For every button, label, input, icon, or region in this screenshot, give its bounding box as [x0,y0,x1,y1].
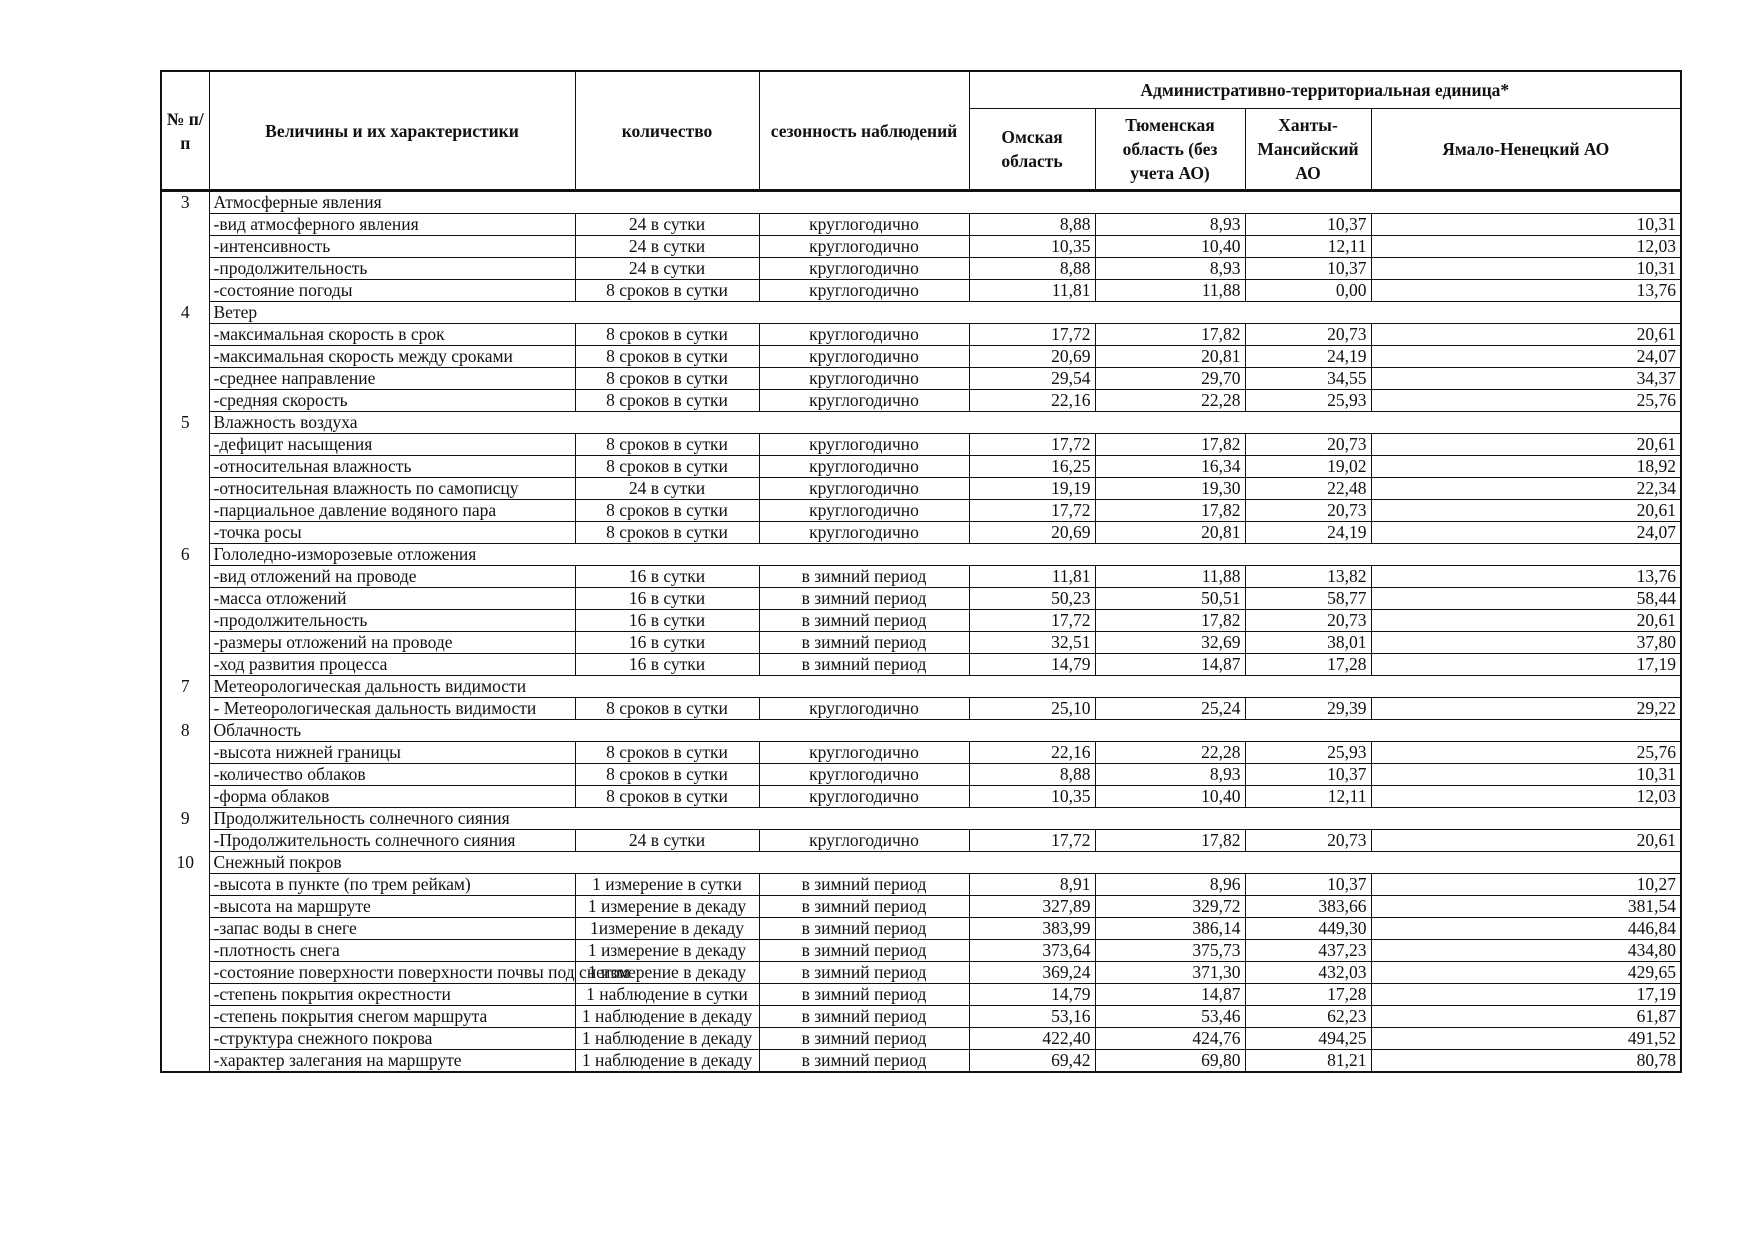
value-tyumen-cell: 32,69 [1095,632,1245,654]
quantity-cell: 8 сроков в сутки [575,346,759,368]
section-title: Продолжительность солнечного сияния [209,808,1681,830]
value-omsk-cell: 17,72 [969,324,1095,346]
characteristic-cell: -относительная влажность [209,456,575,478]
table-body [161,191,1681,1073]
quantity-cell: 8 сроков в сутки [575,764,759,786]
value-omsk-cell: 17,72 [969,610,1095,632]
value-khmao-cell: 13,82 [1245,566,1371,588]
season-cell: круглогодично [759,456,969,478]
value-yanao-cell: 25,76 [1371,742,1681,764]
quantity-cell: 24 в сутки [575,236,759,258]
value-omsk-cell: 8,88 [969,764,1095,786]
characteristic-cell: -Продолжительность солнечного сияния [209,830,575,852]
season-cell: круглогодично [759,434,969,456]
quantity-cell: 24 в сутки [575,830,759,852]
season-cell: круглогодично [759,258,969,280]
value-yanao-cell: 20,61 [1371,500,1681,522]
section-number: 4 [161,302,209,412]
season-cell: в зимний период [759,874,969,896]
value-omsk-cell: 422,40 [969,1028,1095,1050]
section-row [161,720,1681,742]
value-khmao-cell: 0,00 [1245,280,1371,302]
table-row [161,742,1681,764]
characteristic-cell: -относительная влажность по самописцу [209,478,575,500]
value-khmao-cell: 432,03 [1245,962,1371,984]
value-tyumen-cell: 29,70 [1095,368,1245,390]
characteristic-cell: -дефицит насыщения [209,434,575,456]
value-tyumen-cell: 8,93 [1095,214,1245,236]
table-row [161,764,1681,786]
value-tyumen-cell: 25,24 [1095,698,1245,720]
quantity-cell: 16 в сутки [575,566,759,588]
value-khmao-cell: 437,23 [1245,940,1371,962]
characteristic-cell: -высота в пункте (по трем рейкам) [209,874,575,896]
characteristic-cell: -продолжительность [209,258,575,280]
section-number: 3 [161,191,209,302]
value-khmao-cell: 20,73 [1245,830,1371,852]
header-admin-unit: Административно-территориальная единица* [969,71,1681,109]
value-yanao-cell: 80,78 [1371,1050,1681,1073]
value-yanao-cell: 12,03 [1371,786,1681,808]
value-khmao-cell: 10,37 [1245,874,1371,896]
section-row [161,191,1681,214]
value-khmao-cell: 38,01 [1245,632,1371,654]
table-row [161,346,1681,368]
season-cell: в зимний период [759,610,969,632]
value-tyumen-cell: 20,81 [1095,346,1245,368]
value-omsk-cell: 327,89 [969,896,1095,918]
value-omsk-cell: 16,25 [969,456,1095,478]
table-row [161,610,1681,632]
quantity-cell: 16 в сутки [575,610,759,632]
quantity-cell: 8 сроков в сутки [575,742,759,764]
header-name: Величины и их характеристики [209,71,575,191]
table-row [161,632,1681,654]
header-num: № п/п [161,71,209,191]
quantity-cell: 8 сроков в сутки [575,500,759,522]
value-yanao-cell: 20,61 [1371,610,1681,632]
season-cell: в зимний период [759,918,969,940]
table-row [161,258,1681,280]
value-yanao-cell: 434,80 [1371,940,1681,962]
section-title: Ветер [209,302,1681,324]
value-yanao-cell: 34,37 [1371,368,1681,390]
quantity-cell: 1 наблюдение в декаду [575,1006,759,1028]
value-khmao-cell: 20,73 [1245,324,1371,346]
value-omsk-cell: 17,72 [969,434,1095,456]
quantity-cell: 8 сроков в сутки [575,324,759,346]
value-omsk-cell: 14,79 [969,984,1095,1006]
value-omsk-cell: 22,16 [969,390,1095,412]
table-header [161,71,1681,191]
quantity-cell: 8 сроков в сутки [575,280,759,302]
value-khmao-cell: 25,93 [1245,742,1371,764]
quantity-cell: 8 сроков в сутки [575,390,759,412]
observations-table [160,70,1682,1073]
section-number: 7 [161,676,209,720]
season-cell: в зимний период [759,1028,969,1050]
season-cell: в зимний период [759,984,969,1006]
value-yanao-cell: 61,87 [1371,1006,1681,1028]
value-yanao-cell: 24,07 [1371,346,1681,368]
value-yanao-cell: 20,61 [1371,830,1681,852]
value-khmao-cell: 20,73 [1245,500,1371,522]
table-row [161,896,1681,918]
season-cell: в зимний период [759,1006,969,1028]
value-khmao-cell: 12,11 [1245,786,1371,808]
characteristic-cell: -размеры отложений на проводе [209,632,575,654]
season-cell: в зимний период [759,940,969,962]
value-khmao-cell: 20,73 [1245,434,1371,456]
value-omsk-cell: 11,81 [969,566,1095,588]
value-khmao-cell: 81,21 [1245,1050,1371,1073]
value-tyumen-cell: 17,82 [1095,830,1245,852]
table-row [161,698,1681,720]
quantity-cell: 1 наблюдение в декаду [575,1028,759,1050]
value-tyumen-cell: 17,82 [1095,500,1245,522]
table-row [161,434,1681,456]
value-yanao-cell: 12,03 [1371,236,1681,258]
value-omsk-cell: 17,72 [969,500,1095,522]
value-tyumen-cell: 10,40 [1095,236,1245,258]
section-title: Снежный покров [209,852,1681,874]
value-yanao-cell: 20,61 [1371,324,1681,346]
table-row [161,1006,1681,1028]
table-row [161,1028,1681,1050]
season-cell: круглогодично [759,698,969,720]
header-season: сезонность наблюдений [759,71,969,191]
value-tyumen-cell: 20,81 [1095,522,1245,544]
value-tyumen-cell: 371,30 [1095,962,1245,984]
value-khmao-cell: 20,73 [1245,610,1371,632]
season-cell: круглогодично [759,522,969,544]
section-title: Гололедно-изморозевые отложения [209,544,1681,566]
value-yanao-cell: 10,27 [1371,874,1681,896]
characteristic-cell: -структура снежного покрова [209,1028,575,1050]
season-cell: круглогодично [759,368,969,390]
quantity-cell: 16 в сутки [575,654,759,676]
table-row [161,390,1681,412]
quantity-cell: 24 в сутки [575,258,759,280]
characteristic-cell: -среднее направление [209,368,575,390]
value-tyumen-cell: 14,87 [1095,654,1245,676]
value-khmao-cell: 17,28 [1245,654,1371,676]
quantity-cell: 1 измерение в декаду [575,940,759,962]
value-omsk-cell: 32,51 [969,632,1095,654]
value-tyumen-cell: 8,96 [1095,874,1245,896]
section-row [161,544,1681,566]
quantity-cell: 8 сроков в сутки [575,434,759,456]
value-tyumen-cell: 424,76 [1095,1028,1245,1050]
season-cell: круглогодично [759,346,969,368]
quantity-cell: 24 в сутки [575,214,759,236]
value-tyumen-cell: 11,88 [1095,280,1245,302]
table-row [161,588,1681,610]
value-khmao-cell: 19,02 [1245,456,1371,478]
value-tyumen-cell: 17,82 [1095,324,1245,346]
value-yanao-cell: 10,31 [1371,258,1681,280]
value-yanao-cell: 24,07 [1371,522,1681,544]
quantity-cell: 1 наблюдение в декаду [575,1050,759,1073]
value-omsk-cell: 8,88 [969,214,1095,236]
characteristic-cell: -интенсивность [209,236,575,258]
value-yanao-cell: 17,19 [1371,984,1681,1006]
characteristic-cell: -форма облаков [209,786,575,808]
value-omsk-cell: 22,16 [969,742,1095,764]
value-tyumen-cell: 14,87 [1095,984,1245,1006]
quantity-cell: 1измерение в декаду [575,918,759,940]
characteristic-cell: -продолжительность [209,610,575,632]
section-title: Метеорологическая дальность видимости [209,676,1681,698]
season-cell: в зимний период [759,962,969,984]
value-omsk-cell: 373,64 [969,940,1095,962]
season-cell: круглогодично [759,390,969,412]
characteristic-cell: -высота нижней границы [209,742,575,764]
season-cell: круглогодично [759,280,969,302]
table-row [161,940,1681,962]
table-row [161,214,1681,236]
value-yanao-cell: 13,76 [1371,566,1681,588]
table-row [161,456,1681,478]
value-omsk-cell: 8,88 [969,258,1095,280]
quantity-cell: 16 в сутки [575,588,759,610]
quantity-cell: 8 сроков в сутки [575,522,759,544]
season-cell: круглогодично [759,742,969,764]
quantity-cell: 16 в сутки [575,632,759,654]
value-tyumen-cell: 17,82 [1095,434,1245,456]
characteristic-cell: -количество облаков [209,764,575,786]
section-number: 8 [161,720,209,808]
value-tyumen-cell: 11,88 [1095,566,1245,588]
season-cell: в зимний период [759,588,969,610]
value-tyumen-cell: 69,80 [1095,1050,1245,1073]
season-cell: круглогодично [759,324,969,346]
value-tyumen-cell: 8,93 [1095,258,1245,280]
table-row [161,1050,1681,1073]
section-title: Облачность [209,720,1681,742]
table-row [161,522,1681,544]
value-khmao-cell: 22,48 [1245,478,1371,500]
section-number: 5 [161,412,209,544]
value-yanao-cell: 20,61 [1371,434,1681,456]
table-row [161,654,1681,676]
value-omsk-cell: 383,99 [969,918,1095,940]
header-quantity: количество [575,71,759,191]
value-tyumen-cell: 19,30 [1095,478,1245,500]
section-number: 9 [161,808,209,852]
value-omsk-cell: 25,10 [969,698,1095,720]
value-yanao-cell: 58,44 [1371,588,1681,610]
value-omsk-cell: 10,35 [969,786,1095,808]
header-region-khmao: Ханты-Мансийский АО [1245,109,1371,191]
value-omsk-cell: 53,16 [969,1006,1095,1028]
table-row [161,830,1681,852]
table-row [161,984,1681,1006]
value-tyumen-cell: 16,34 [1095,456,1245,478]
value-yanao-cell: 37,80 [1371,632,1681,654]
value-omsk-cell: 369,24 [969,962,1095,984]
value-tyumen-cell: 329,72 [1095,896,1245,918]
characteristic-cell: -состояние погоды [209,280,575,302]
value-yanao-cell: 22,34 [1371,478,1681,500]
value-tyumen-cell: 50,51 [1095,588,1245,610]
value-omsk-cell: 10,35 [969,236,1095,258]
characteristic-cell: - Метеорологическая дальность видимости [209,698,575,720]
characteristic-cell: -характер залегания на маршруте [209,1050,575,1073]
quantity-cell: 24 в сутки [575,478,759,500]
value-khmao-cell: 24,19 [1245,346,1371,368]
characteristic-cell: -степень покрытия окрестности [209,984,575,1006]
characteristic-cell: -степень покрытия снегом маршрута [209,1006,575,1028]
value-khmao-cell: 494,25 [1245,1028,1371,1050]
value-tyumen-cell: 53,46 [1095,1006,1245,1028]
value-tyumen-cell: 17,82 [1095,610,1245,632]
value-khmao-cell: 10,37 [1245,764,1371,786]
season-cell: круглогодично [759,786,969,808]
characteristic-cell: -запас воды в снеге [209,918,575,940]
season-cell: в зимний период [759,1050,969,1073]
value-khmao-cell: 25,93 [1245,390,1371,412]
characteristic-cell: -ход развития процесса [209,654,575,676]
value-tyumen-cell: 386,14 [1095,918,1245,940]
value-yanao-cell: 10,31 [1371,214,1681,236]
quantity-cell: 1 измерение в сутки [575,874,759,896]
value-yanao-cell: 446,84 [1371,918,1681,940]
table-row [161,566,1681,588]
table-row [161,918,1681,940]
quantity-cell: 8 сроков в сутки [575,456,759,478]
value-omsk-cell: 50,23 [969,588,1095,610]
season-cell: круглогодично [759,830,969,852]
value-khmao-cell: 62,23 [1245,1006,1371,1028]
value-khmao-cell: 34,55 [1245,368,1371,390]
value-khmao-cell: 17,28 [1245,984,1371,1006]
characteristic-cell: -вид отложений на проводе [209,566,575,588]
value-omsk-cell: 8,91 [969,874,1095,896]
table-row [161,786,1681,808]
value-tyumen-cell: 22,28 [1095,742,1245,764]
value-khmao-cell: 10,37 [1245,258,1371,280]
value-yanao-cell: 25,76 [1371,390,1681,412]
value-khmao-cell: 383,66 [1245,896,1371,918]
season-cell: круглогодично [759,236,969,258]
value-khmao-cell: 10,37 [1245,214,1371,236]
value-yanao-cell: 429,65 [1371,962,1681,984]
season-cell: в зимний период [759,896,969,918]
value-yanao-cell: 29,22 [1371,698,1681,720]
value-tyumen-cell: 375,73 [1095,940,1245,962]
value-tyumen-cell: 22,28 [1095,390,1245,412]
value-tyumen-cell: 8,93 [1095,764,1245,786]
value-khmao-cell: 12,11 [1245,236,1371,258]
section-row [161,302,1681,324]
characteristic-cell: -высота на маршруте [209,896,575,918]
value-omsk-cell: 69,42 [969,1050,1095,1073]
section-number: 10 [161,852,209,1073]
value-omsk-cell: 17,72 [969,830,1095,852]
season-cell: круглогодично [759,478,969,500]
header-region-yanao: Ямало-Ненецкий АО [1371,109,1681,191]
table-row [161,236,1681,258]
season-cell: в зимний период [759,632,969,654]
value-omsk-cell: 29,54 [969,368,1095,390]
table-row [161,280,1681,302]
value-khmao-cell: 29,39 [1245,698,1371,720]
value-omsk-cell: 11,81 [969,280,1095,302]
value-omsk-cell: 20,69 [969,346,1095,368]
value-khmao-cell: 24,19 [1245,522,1371,544]
characteristic-cell: -максимальная скорость между сроками [209,346,575,368]
header-region-omsk: Омская область [969,109,1095,191]
value-yanao-cell: 13,76 [1371,280,1681,302]
characteristic-cell: -точка росы [209,522,575,544]
characteristic-cell: -плотность снега [209,940,575,962]
section-row [161,412,1681,434]
quantity-cell: 8 сроков в сутки [575,786,759,808]
value-yanao-cell: 10,31 [1371,764,1681,786]
characteristic-cell: -масса отложений [209,588,575,610]
value-omsk-cell: 14,79 [969,654,1095,676]
value-omsk-cell: 20,69 [969,522,1095,544]
season-cell: круглогодично [759,214,969,236]
value-tyumen-cell: 10,40 [1095,786,1245,808]
section-title: Влажность воздуха [209,412,1681,434]
characteristic-cell: -состояние поверхности поверхности почвы под снегом [209,962,575,984]
value-yanao-cell: 17,19 [1371,654,1681,676]
value-yanao-cell: 381,54 [1371,896,1681,918]
characteristic-cell: -вид атмосферного явления [209,214,575,236]
quantity-cell: 8 сроков в сутки [575,698,759,720]
header-region-tyumen: Тюменская область (без учета АО) [1095,109,1245,191]
value-yanao-cell: 491,52 [1371,1028,1681,1050]
characteristic-cell: -максимальная скорость в срок [209,324,575,346]
characteristic-cell: -парциальное давление водяного пара [209,500,575,522]
value-khmao-cell: 58,77 [1245,588,1371,610]
quantity-cell: 8 сроков в сутки [575,368,759,390]
season-cell: в зимний период [759,566,969,588]
season-cell: в зимний период [759,654,969,676]
characteristic-cell: -средняя скорость [209,390,575,412]
section-title: Атмосферные явления [209,191,1681,214]
season-cell: круглогодично [759,764,969,786]
section-row [161,852,1681,874]
section-row [161,676,1681,698]
table-row [161,500,1681,522]
value-yanao-cell: 18,92 [1371,456,1681,478]
table-row [161,874,1681,896]
section-number: 6 [161,544,209,676]
section-row [161,808,1681,830]
value-khmao-cell: 449,30 [1245,918,1371,940]
table-row [161,368,1681,390]
table-row [161,324,1681,346]
quantity-cell: 1 измерение в декаду [575,896,759,918]
table-row [161,478,1681,500]
table-row [161,962,1681,984]
quantity-cell: 1 наблюдение в сутки [575,984,759,1006]
quantity-cell: 1 измерение в декаду [575,962,759,984]
season-cell: круглогодично [759,500,969,522]
value-omsk-cell: 19,19 [969,478,1095,500]
